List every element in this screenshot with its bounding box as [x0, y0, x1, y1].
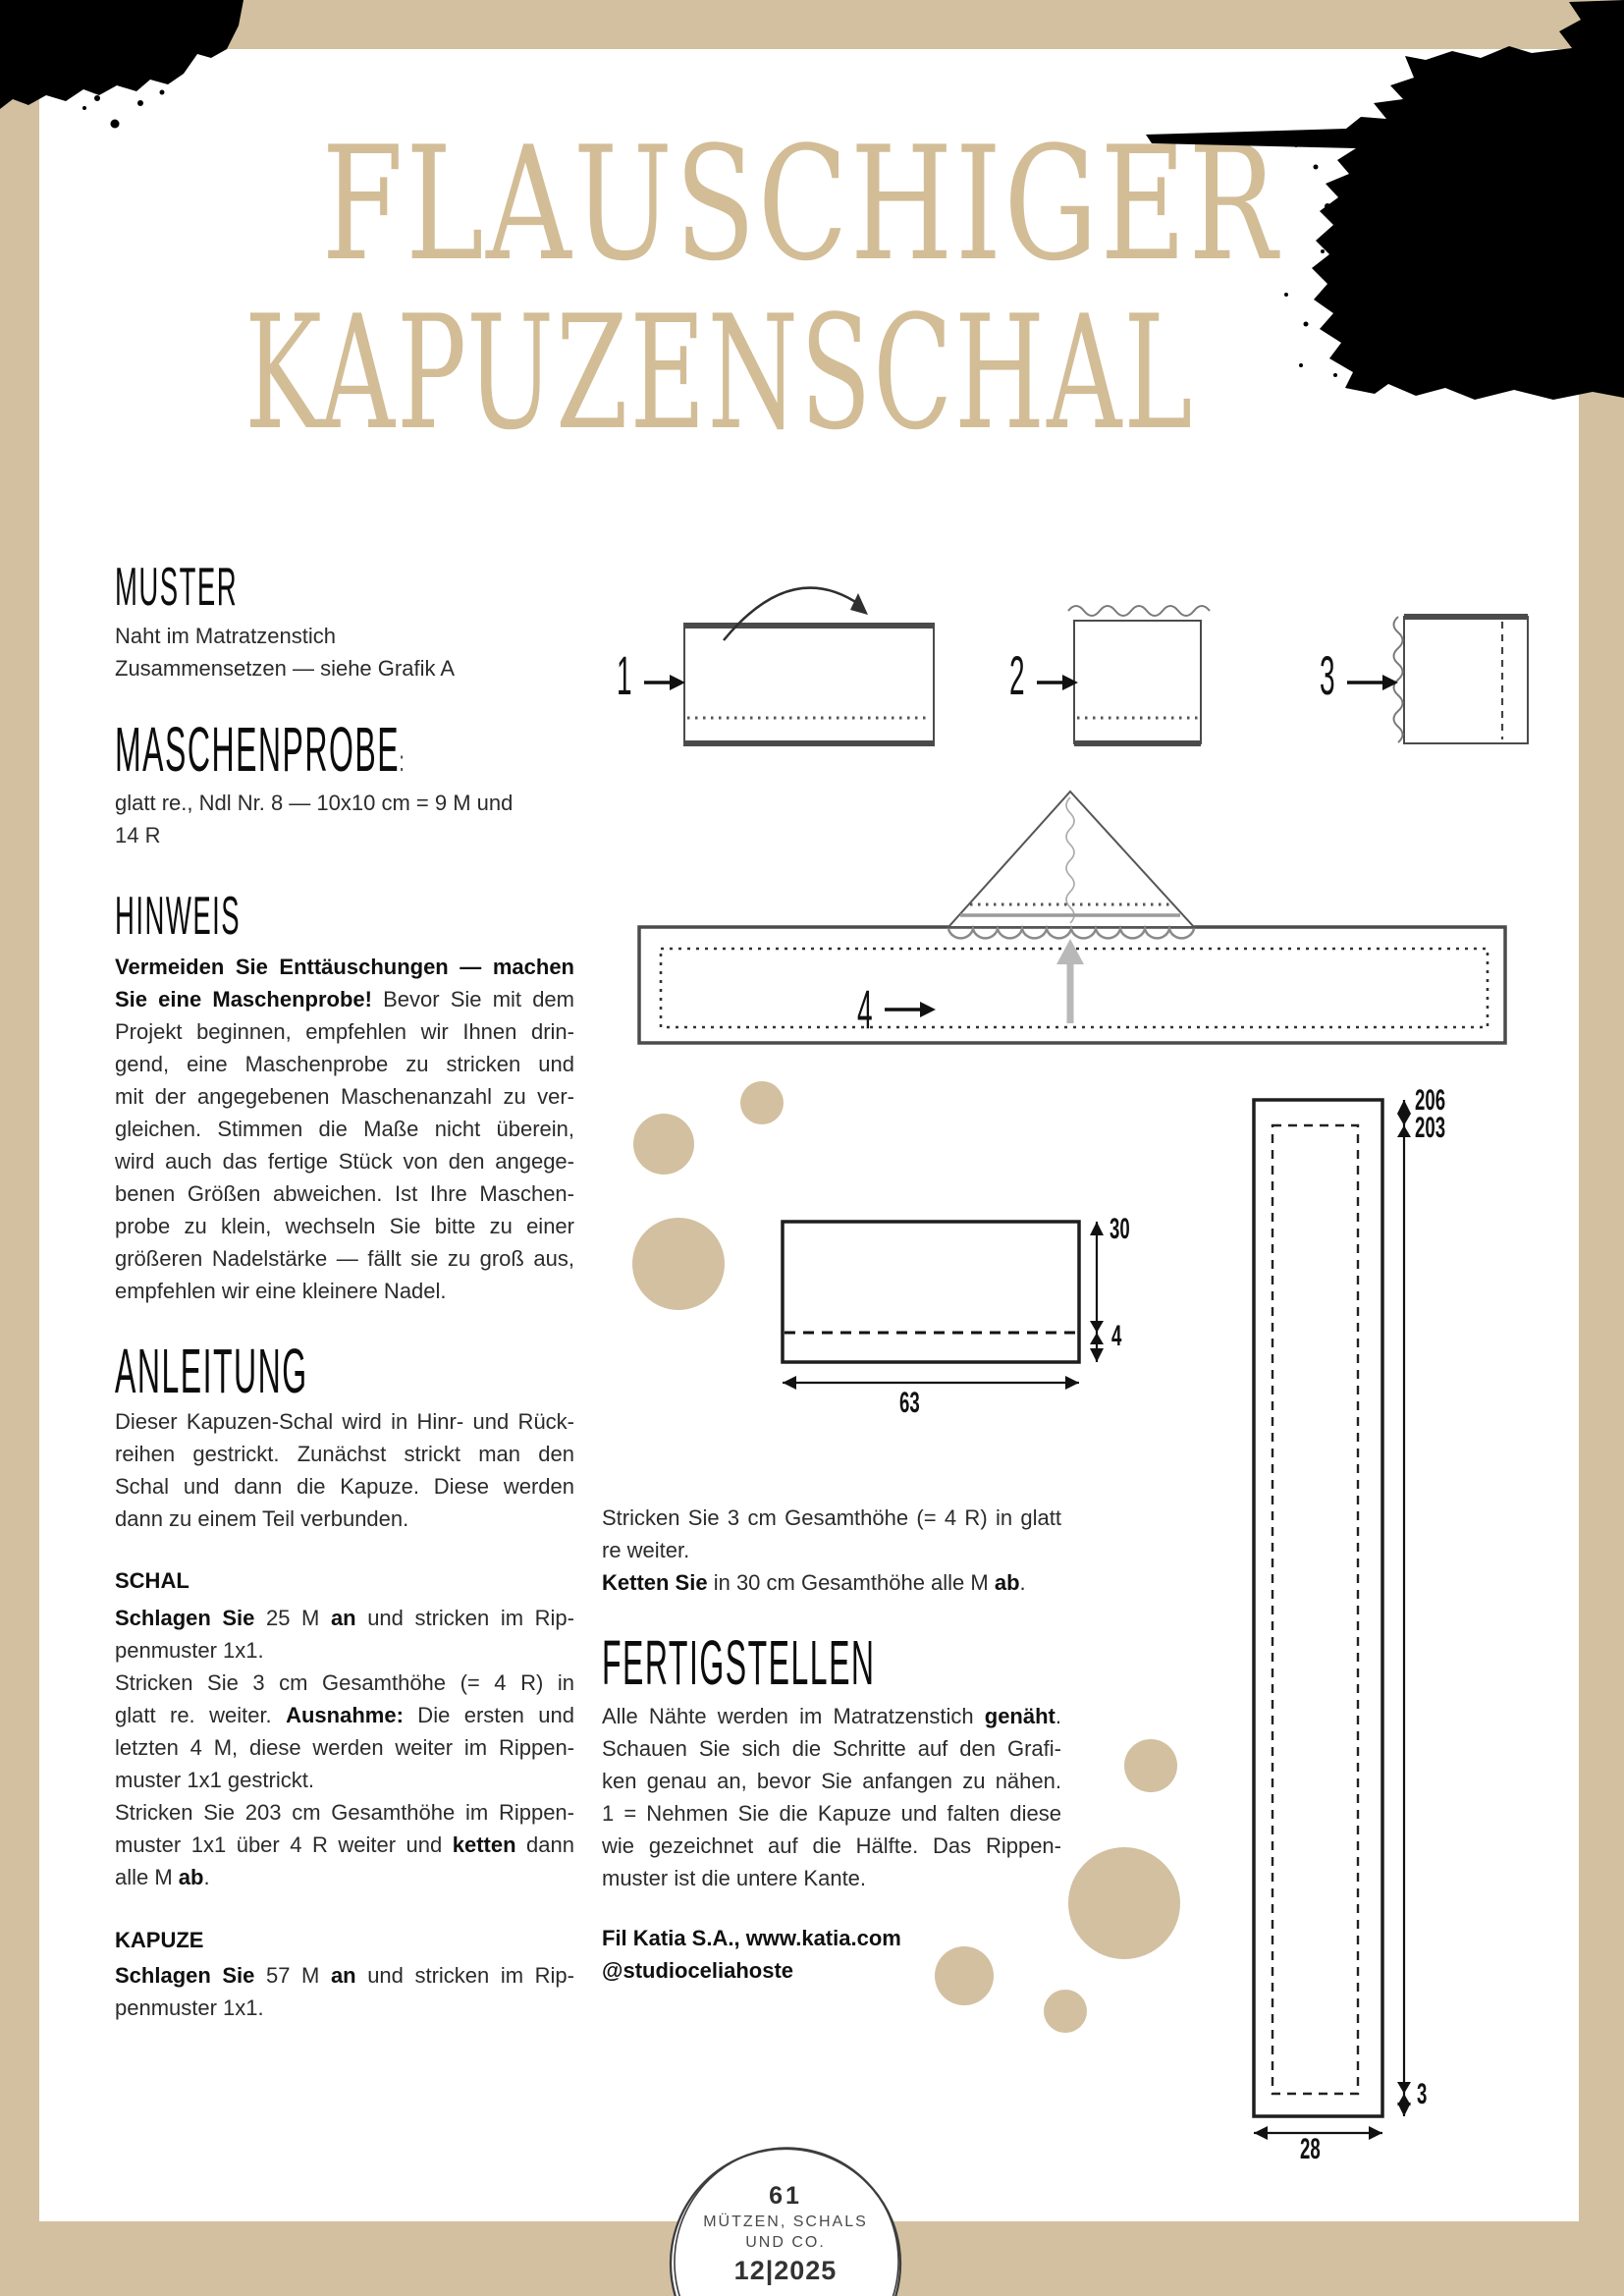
dim-label-scarf-rib: 3 [1417, 2078, 1428, 2110]
text-line: wird auch das fertige Stück von den angege- [115, 1149, 574, 1174]
hinweis-text [115, 951, 574, 1307]
dim-label-hood-rib: 4 [1111, 1320, 1122, 1352]
dim-label-hood-width: 63 [899, 1387, 920, 1419]
text-line: Schlagen Sie 57 M an und stricken im Rip- [115, 1963, 574, 1988]
footer-category-line2: UND CO. [745, 2234, 826, 2251]
text-line: Stricken Sie 203 cm Gesamthöhe im Rippen- [115, 1800, 574, 1825]
ink-splatter-top-left [0, 0, 244, 129]
diagram-step4-attach-hood [639, 792, 1505, 1043]
footer-badge [677, 2182, 893, 2286]
footer-issue: 12|2025 [733, 2256, 838, 2285]
text-line: Stricken Sie 3 cm Gesamthöhe (= 4 R) in [115, 1670, 574, 1695]
decorative-dots-left [632, 1081, 784, 1310]
step-label-2: 2 [1009, 644, 1025, 706]
section-heading-maschenprobe: MASCHENPROBE: [115, 714, 406, 785]
text-line: gleichen. Stimmen die Maße nicht überein, [115, 1117, 574, 1141]
text-line: Sie eine Maschenprobe! Bevor Sie mit dem [115, 987, 574, 1011]
step-label-3: 3 [1320, 644, 1335, 706]
text-line: glatt re. weiter. Ausnahme: Die ersten und [115, 1703, 574, 1727]
text-line: 14 R [115, 823, 161, 847]
text-line: penmuster 1x1. [115, 1638, 264, 1663]
text-line: Projekt beginnen, empfehlen wir Ihnen drin- [115, 1019, 574, 1044]
text-line: re weiter. [602, 1538, 690, 1562]
text-line: 1 = Nehmen Sie die Kapuze und falten diese [602, 1801, 1061, 1826]
text-line: Ketten Sie in 30 cm Gesamthöhe alle M ab. [602, 1570, 1026, 1595]
dim-label-scarf-to-rib: 203 [1415, 1112, 1446, 1144]
step-label-1: 1 [617, 644, 632, 706]
diagram-step3-seamed-piece [1347, 617, 1528, 743]
fertigstellen-text [602, 1700, 1061, 1894]
footer-category-line1: MÜTZEN, SCHALS [703, 2214, 868, 2230]
text-line: letzten 4 M, diese werden weiter im Rippen- [115, 1735, 574, 1760]
text-line: ken genau an, bevor Sie anfangen zu nähen. [602, 1769, 1061, 1793]
text-line: gend, eine Maschenprobe zu stricken und [115, 1052, 574, 1076]
text-line: mit der angegebenen Maschenanzahl zu ver- [115, 1084, 574, 1109]
text-line: Alle Nähte werden im Matratzenstich genäht. [602, 1704, 1061, 1728]
subheading-kapuze: KAPUZE [115, 1928, 204, 1952]
text-line: größeren Nadelstärke — fällt sie zu groß aus, [115, 1246, 574, 1271]
dim-label-scarf-total: 206 [1415, 1084, 1446, 1117]
text-line: Zusammensetzen — siehe Grafik A [115, 656, 456, 681]
text-line: dann zu einem Teil verbunden. [115, 1506, 409, 1531]
subheading-schal: SCHAL [115, 1568, 189, 1593]
diagram-step2-folded-piece [1037, 606, 1210, 743]
text-line: Schal und dann die Kapuze. Diese werden [115, 1474, 574, 1499]
step-label-4: 4 [857, 978, 873, 1040]
muster-text [115, 620, 574, 684]
text-line: muster 1x1 gestrickt. [115, 1768, 314, 1792]
anleitung-text [115, 1405, 574, 1535]
section-heading-muster: MUSTER [115, 556, 239, 617]
credit-social-handle: @studioceliahoste [602, 1958, 794, 1983]
ink-splatter-top-right [1146, 0, 1624, 400]
schal-text [115, 1602, 574, 1893]
text-line: Schlagen Sie 25 M an und stricken im Rip- [115, 1606, 574, 1630]
kapuze-continuation-text [602, 1502, 1061, 1599]
page-number: 61 [769, 2182, 802, 2210]
heading-colon: : [400, 745, 406, 778]
credit-publisher: Fil Katia S.A., www.katia.com [602, 1926, 901, 1950]
dim-label-hood-height: 30 [1110, 1213, 1130, 1245]
text-line: empfehlen wir eine kleinere Nadel. [115, 1279, 447, 1303]
section-heading-hinweis: HINWEIS [115, 885, 242, 946]
maschenprobe-text [115, 787, 574, 851]
text-line: glatt re., Ndl Nr. 8 — 10x10 cm = 9 M und [115, 791, 514, 815]
text-line: alle M ab. [115, 1865, 210, 1889]
text-line: Vermeiden Sie Enttäuschungen — machen [115, 955, 574, 979]
text-line: wie gezeichnet auf die Hälfte. Das Rippen- [602, 1833, 1061, 1858]
text-line: Dieser Kapuzen-Schal wird in Hinr- und Rück- [115, 1409, 574, 1434]
page-title-line2: KAPUZENSCHAL [244, 281, 1195, 465]
text-line: reihen gestrickt. Zunächst strickt man den [115, 1442, 574, 1466]
text-line: benen Größen abweichen. Ist Ihre Maschen- [115, 1181, 574, 1206]
kapuze-text [115, 1959, 574, 2024]
diagram-scarf-schematic [1254, 1100, 1411, 2140]
page-title-line1: FLAUSCHIGER [321, 112, 1279, 296]
diagram-hood-schematic [783, 1222, 1104, 1390]
text-line: Stricken Sie 3 cm Gesamthöhe (= 4 R) in glatt [602, 1505, 1061, 1530]
text-line: muster 1x1 über 4 R weiter und ketten dann [115, 1832, 574, 1857]
section-heading-anleitung: ANLEITUNG [115, 1336, 308, 1406]
text-line: Naht im Matratzenstich [115, 624, 336, 648]
text-line: Schauen Sie sich die Schritte auf den Grafi- [602, 1736, 1061, 1761]
text-line: muster ist die untere Kante. [602, 1866, 867, 1890]
text-line: probe zu klein, wechseln Sie bitte zu einer [115, 1214, 574, 1238]
section-heading-fertigstellen: FERTIGSTELLEN [602, 1627, 876, 1698]
dim-label-scarf-width: 28 [1300, 2133, 1321, 2165]
text-line: penmuster 1x1. [115, 1995, 264, 2020]
